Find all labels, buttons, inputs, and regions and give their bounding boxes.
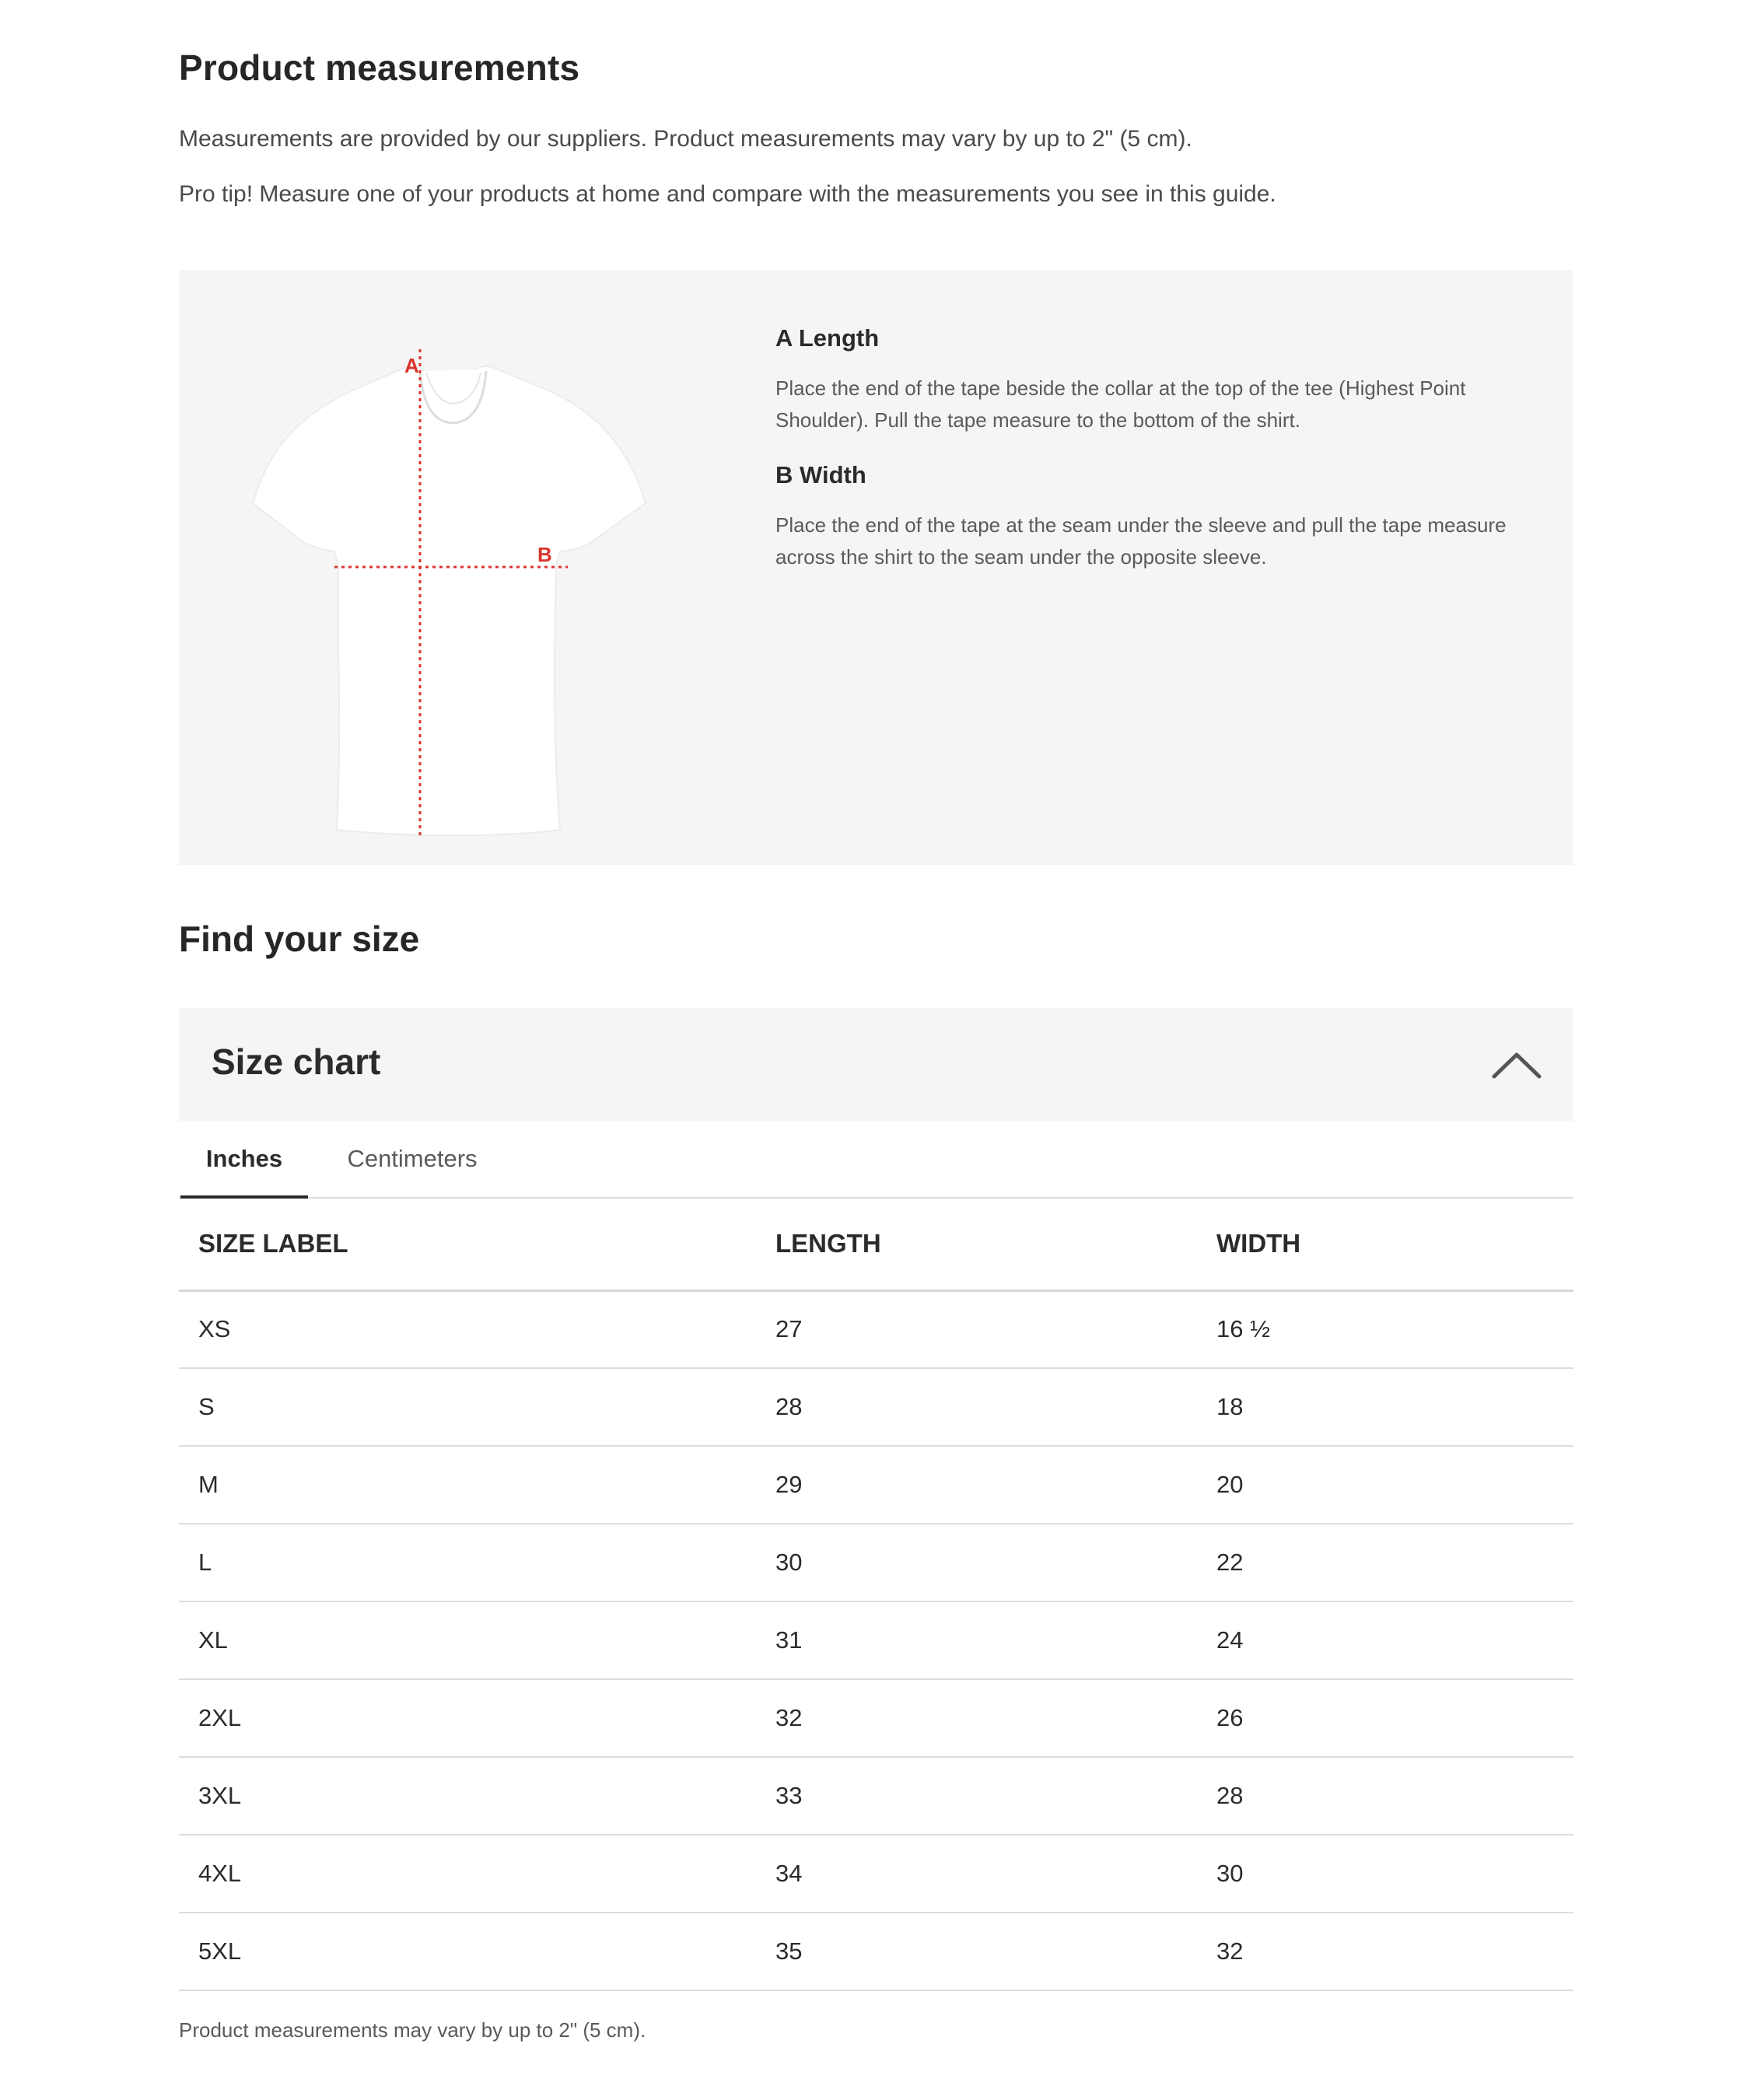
size-chart-title: Size chart <box>212 1041 381 1082</box>
table-row <box>179 1835 1573 1913</box>
cell-size: 2XL <box>179 1679 775 1757</box>
cell-length: 34 <box>775 1835 1216 1913</box>
tab-inches[interactable]: Inches <box>180 1124 308 1199</box>
length-description: Place the end of the tape beside the collar at the top of the tee (Highest Point Shoulder). Pull the tape measure to the bottom of the shirt. <box>775 376 1466 432</box>
cell-width: 32 <box>1216 1913 1573 1990</box>
header-size-label: SIZE LABEL <box>179 1199 775 1290</box>
table-row <box>179 1368 1573 1446</box>
cell-size: XS <box>179 1290 775 1368</box>
cell-width: 18 <box>1216 1368 1573 1446</box>
table-row <box>179 1290 1573 1368</box>
table-row <box>179 1913 1573 1990</box>
label-b: B <box>537 543 552 566</box>
cell-width: 20 <box>1216 1446 1573 1524</box>
width-description: Place the end of the tape at the seam under the sleeve and pull the tape measure across the shirt to the seam under the opposite sleeve. <box>775 513 1507 569</box>
measurement-descriptions <box>775 324 1522 598</box>
cell-length: 29 <box>775 1446 1216 1524</box>
cell-length: 30 <box>775 1524 1216 1601</box>
cell-width: 30 <box>1216 1835 1573 1913</box>
table-row <box>179 1601 1573 1679</box>
cell-length: 28 <box>775 1368 1216 1446</box>
tshirt-shape <box>253 366 646 835</box>
cell-size: L <box>179 1524 775 1601</box>
table-header-row <box>179 1199 1573 1290</box>
measurement-panel <box>179 270 1573 865</box>
page-title: Product measurements <box>179 47 580 88</box>
cell-width: 26 <box>1216 1679 1573 1757</box>
intro-text: Measurements are provided by our suppliers. Product measurements may vary by up to 2" (5 cm). <box>179 126 1192 152</box>
cell-size: S <box>179 1368 775 1446</box>
cell-width: 28 <box>1216 1757 1573 1835</box>
cell-size: 3XL <box>179 1757 775 1835</box>
table-row <box>179 1524 1573 1601</box>
cell-length: 33 <box>775 1757 1216 1835</box>
tab-centimeters[interactable]: Centimeters <box>347 1145 478 1172</box>
cell-length: 32 <box>775 1679 1216 1757</box>
size-chart-header[interactable] <box>179 1008 1573 1121</box>
cell-size: XL <box>179 1601 775 1679</box>
table-row <box>179 1446 1573 1524</box>
cell-length: 35 <box>775 1913 1216 1990</box>
width-title: B Width <box>775 461 866 488</box>
header-length: LENGTH <box>775 1199 1216 1290</box>
size-table <box>179 1199 1573 1991</box>
header-width: WIDTH <box>1216 1199 1573 1290</box>
cell-size: 4XL <box>179 1835 775 1913</box>
cell-width: 16 ½ <box>1216 1290 1573 1368</box>
table-row <box>179 1757 1573 1835</box>
chevron-up-icon[interactable] <box>1489 1039 1544 1086</box>
find-size-title: Find your size <box>179 919 420 959</box>
unit-tabs <box>179 1124 1573 1199</box>
cell-width: 24 <box>1216 1601 1573 1679</box>
cell-size: 5XL <box>179 1913 775 1990</box>
cell-size: M <box>179 1446 775 1524</box>
size-chart-footnote: Product measurements may vary by up to 2" (5 cm). <box>179 2018 646 2042</box>
table-row <box>179 1679 1573 1757</box>
tshirt-illustration <box>249 317 716 838</box>
tshirt-diagram <box>249 317 716 838</box>
cell-length: 27 <box>775 1290 1216 1368</box>
length-title: A Length <box>775 324 880 352</box>
label-a: A <box>404 354 419 377</box>
cell-width: 22 <box>1216 1524 1573 1601</box>
pro-tip-text: Pro tip! Measure one of your products at home and compare with the measurements you see in this guide. <box>179 181 1276 207</box>
cell-length: 31 <box>775 1601 1216 1679</box>
